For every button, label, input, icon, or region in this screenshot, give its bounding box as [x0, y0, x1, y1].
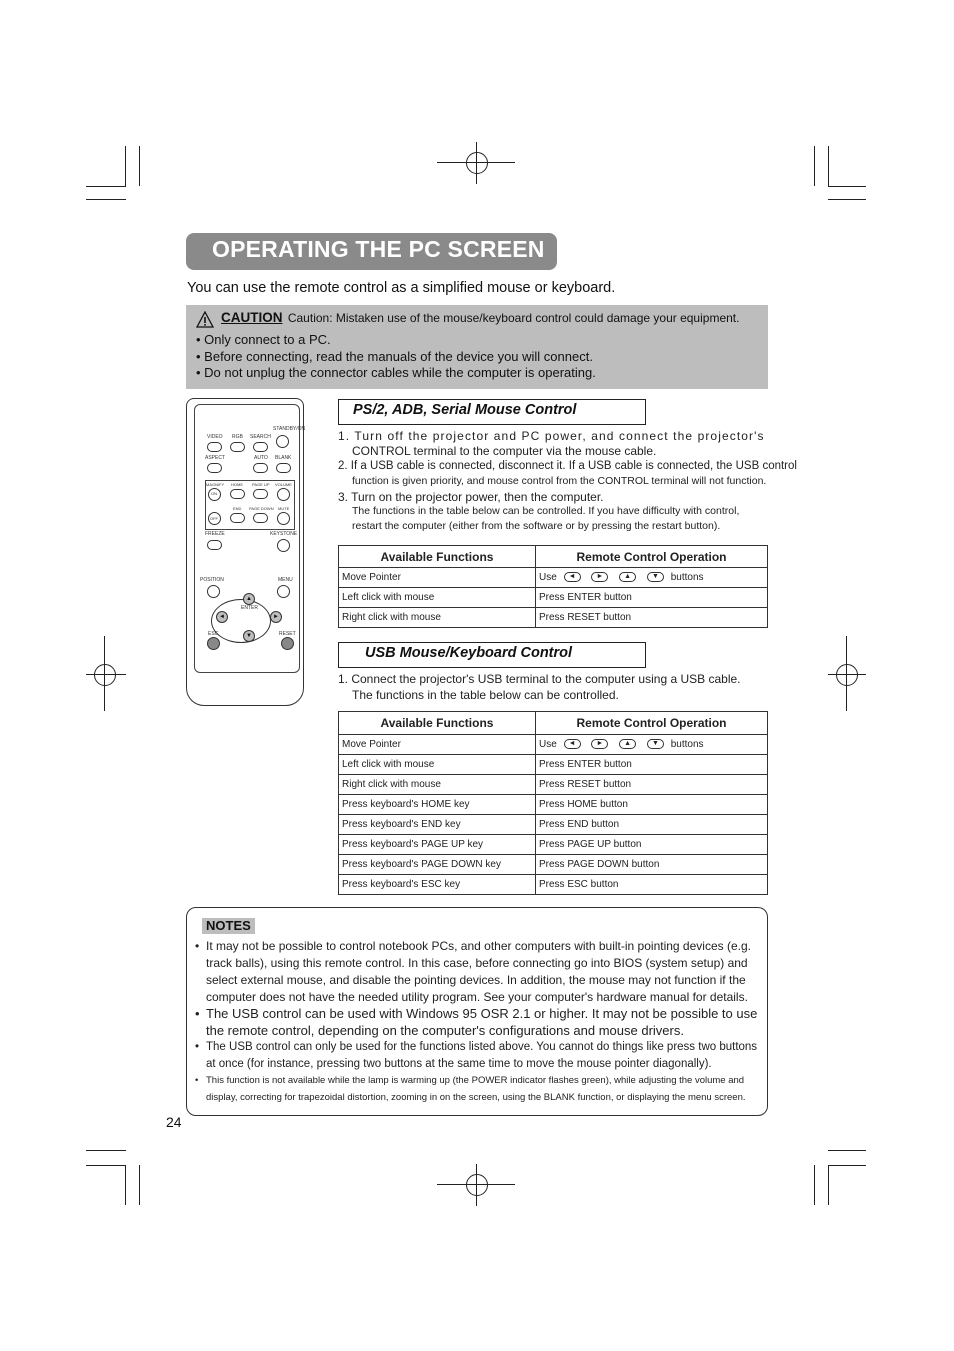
on-label: ON	[211, 491, 217, 496]
table-row	[339, 875, 768, 895]
table-cell: Press PAGE UP button	[536, 835, 768, 855]
auto-label: AUTO	[254, 455, 268, 461]
reset-label: RESET	[279, 631, 296, 637]
table-cell: Press ENTER button	[536, 755, 768, 775]
table-row	[339, 568, 768, 588]
ps2-step: 2. If a USB cable is connected, disconnect it. If a USB cable is connected, the USB control	[338, 460, 797, 472]
home-label: HOME	[231, 482, 243, 487]
table-cell: Press keyboard's HOME key	[339, 795, 536, 815]
table-row	[339, 855, 768, 875]
esc-button	[207, 637, 220, 650]
table-cell: Press keyboard's PAGE UP key	[339, 835, 536, 855]
ps2-step: function is given priority, and mouse control from the CONTROL terminal will not function.	[352, 475, 767, 487]
down-arrow-icon: ▼	[647, 572, 664, 582]
table-cell: Press ESC button	[536, 875, 768, 895]
position-label: POSITION	[200, 577, 224, 583]
right-arrow-icon: ►	[591, 572, 608, 582]
page-number: 24	[166, 1114, 182, 1130]
caution-line	[195, 310, 739, 325]
table-cell: Press RESET button	[536, 775, 768, 795]
column-header: Available Functions	[339, 712, 536, 735]
usb-section-heading	[338, 642, 646, 668]
off-label: OFF	[210, 516, 218, 521]
usb-function-table	[338, 711, 768, 895]
caution-bullet: • Do not unplug the connector cables while the computer is operating.	[196, 365, 596, 380]
standby-button	[276, 435, 289, 448]
note-text: It may not be possible to control notebook PCs, and other computers with built-in pointing devices (e.g. track balls), using this remote control. In this case, before connecting go into BIOS (system setup) and select external mouse, and disable the pointing devices. In addition, the mouse may not function if the computer does not have the needed utility program. See your computer's hardware manual for details.	[206, 939, 751, 1004]
page-title: OPERATING THE PC SCREEN	[212, 236, 545, 262]
ps2-heading-text: PS/2, ADB, Serial Mouse Control	[353, 402, 577, 418]
down-arrow-icon: ▼	[243, 630, 255, 642]
table-row	[339, 835, 768, 855]
menu-label: MENU	[278, 577, 293, 583]
usb-heading-text: USB Mouse/Keyboard Control	[365, 645, 573, 661]
left-arrow-icon: ◄	[564, 572, 581, 582]
table-cell: Press keyboard's PAGE DOWN key	[339, 855, 536, 875]
table-row	[339, 755, 768, 775]
keystone-button	[277, 539, 290, 552]
caution-bullet: • Before connecting, read the manuals of the device you will connect.	[196, 349, 593, 364]
intro-text: You can use the remote control as a simplified mouse or keyboard.	[187, 280, 616, 296]
table-cell	[536, 735, 768, 755]
keystone-label: KEYSTONE	[270, 531, 298, 537]
table-cell: Move Pointer	[339, 735, 536, 755]
aspect-label: ASPECT	[205, 455, 226, 461]
table-cell: Right click with mouse	[339, 775, 536, 795]
note-text: The USB control can be used with Windows 95 OSR 2.1 or higher. It may not be possible to use the remote control, depending on the computer's configurations and mouse drivers.	[206, 1006, 758, 1038]
table-row	[339, 775, 768, 795]
use-text: Use	[539, 739, 557, 750]
use-text: Use	[539, 572, 557, 583]
auto-button	[253, 463, 268, 473]
table-row	[339, 588, 768, 608]
up-arrow-icon: ▲	[619, 739, 636, 749]
ps2-function-table	[338, 545, 768, 628]
blank-label: BLANK	[275, 455, 292, 461]
ps2-step: 1. Turn off the projector and PC power, and connect the projector's	[338, 429, 765, 443]
rgb-label: RGB	[232, 434, 243, 440]
table-cell: Left click with mouse	[339, 588, 536, 608]
table-cell: Right click with mouse	[339, 608, 536, 628]
ps2-step: CONTROL terminal to the computer via the mouse cable.	[352, 444, 657, 458]
caution-word: CAUTION	[221, 310, 283, 325]
reset-button	[281, 637, 294, 650]
caution-label: Caution:	[287, 311, 333, 325]
note-item: • The USB control can only be used for the functions listed above. You cannot do things like press two buttons at once (for instance, pressing two buttons at the same time to move the mouse pointer diagonally).	[195, 1041, 758, 1070]
notes-label: NOTES	[202, 918, 255, 934]
down-arrow-icon: ▼	[647, 739, 664, 749]
table-cell: Press ENTER button	[536, 588, 768, 608]
up-arrow-icon: ▲	[243, 593, 255, 605]
page-up-button	[253, 489, 268, 499]
table-header-row	[339, 546, 768, 568]
column-header: Remote Control Operation	[536, 546, 768, 568]
left-arrow-icon: ◄	[564, 739, 581, 749]
magnify-label: MAGNIFY	[206, 482, 225, 487]
table-cell: Left click with mouse	[339, 755, 536, 775]
volume-label: VOLUME	[275, 482, 292, 487]
table-cell: Move Pointer	[339, 568, 536, 588]
note-text: The USB control can only be used for the functions listed above. You cannot do things like press two buttons at once (for instance, pressing two buttons at the same time to move the mouse pointer diagonally).	[206, 1041, 758, 1070]
note-text: This function is not available while the lamp is warming up (the POWER indicator flashes green), while adjusting the volume and display, correcting for trapezoidal distortion, zooming in on the screen, using the BLANK function, or displaying the menu screen.	[206, 1075, 746, 1103]
usb-step: 1. Connect the projector's USB terminal to the computer using a USB cable.	[338, 672, 741, 686]
page-down-button	[253, 513, 268, 523]
buttons-text: buttons	[670, 739, 704, 750]
page-up-label: PAGE UP	[252, 482, 270, 487]
note-item: • It may not be possible to control notebook PCs, and other computers with built-in pointing devices (e.g. track balls), using this remote control. In this case, before connecting go into BIOS (system setup) and select external mouse, and disable the pointing devices. In addition, the mouse may not function if the computer does not have the needed utility program. See your computer's hardware manual for details.	[195, 939, 751, 1004]
ps2-section-heading	[338, 399, 646, 425]
column-header: Available Functions	[339, 546, 536, 568]
column-header: Remote Control Operation	[536, 712, 768, 735]
table-cell: Press HOME button	[536, 795, 768, 815]
mute-label: MUTE	[278, 506, 290, 511]
search-label: SEARCH	[250, 434, 271, 440]
page-down-label: PAGE DOWN	[249, 506, 274, 511]
ps2-step: 3. Turn on the projector power, then the computer.	[338, 490, 604, 504]
video-label: VIDEO	[207, 434, 223, 440]
enter-label: ENTER	[241, 605, 258, 611]
right-arrow-icon: ►	[591, 739, 608, 749]
position-button	[207, 585, 220, 598]
mute-button	[277, 512, 290, 525]
note-item: • The USB control can be used with Windows 95 OSR 2.1 or higher. It may not be possible to use the remote control, depending on the computer's configurations and mouse drivers.	[195, 1006, 758, 1038]
table-cell: Press PAGE DOWN button	[536, 855, 768, 875]
usb-step: The functions in the table below can be controlled.	[352, 688, 619, 702]
table-row	[339, 608, 768, 628]
blank-button	[276, 463, 291, 473]
freeze-label: FREEZE	[205, 531, 225, 537]
rgb-button	[230, 442, 245, 452]
table-header-row	[339, 712, 768, 735]
up-arrow-icon: ▲	[619, 572, 636, 582]
left-arrow-icon: ◄	[216, 611, 228, 623]
ps2-step: The functions in the table below can be controlled. If you have difficulty with control,	[352, 505, 740, 517]
video-button	[207, 442, 222, 452]
menu-button	[277, 585, 290, 598]
table-cell: Press END button	[536, 815, 768, 835]
table-cell: Press RESET button	[536, 608, 768, 628]
end-button	[230, 513, 245, 523]
table-row	[339, 815, 768, 835]
volume-button	[277, 488, 290, 501]
ps2-step: restart the computer (either from the software or by pressing the restart button).	[352, 520, 721, 532]
caution-bullet: • Only connect to a PC.	[196, 332, 331, 347]
freeze-button	[207, 540, 222, 550]
right-arrow-icon: ►	[270, 611, 282, 623]
end-label: END	[233, 506, 242, 511]
home-button	[230, 489, 245, 499]
table-row	[339, 795, 768, 815]
table-row	[339, 735, 768, 755]
table-cell	[536, 568, 768, 588]
table-cell: Press keyboard's ESC key	[339, 875, 536, 895]
buttons-text: buttons	[670, 572, 704, 583]
search-button	[253, 442, 268, 452]
standby-label: STANDBY/ON	[273, 426, 306, 432]
caution-text: Mistaken use of the mouse/keyboard control could damage your equipment.	[335, 311, 740, 325]
note-item: • This function is not available while the lamp is warming up (the POWER indicator flashes green), while adjusting the volume and display, correcting for trapezoidal distortion, zooming in on the screen, using the BLANK function, or displaying the menu screen.	[195, 1075, 746, 1103]
table-cell: Press keyboard's END key	[339, 815, 536, 835]
esc-label: ESC	[208, 631, 219, 637]
aspect-button	[207, 463, 222, 473]
